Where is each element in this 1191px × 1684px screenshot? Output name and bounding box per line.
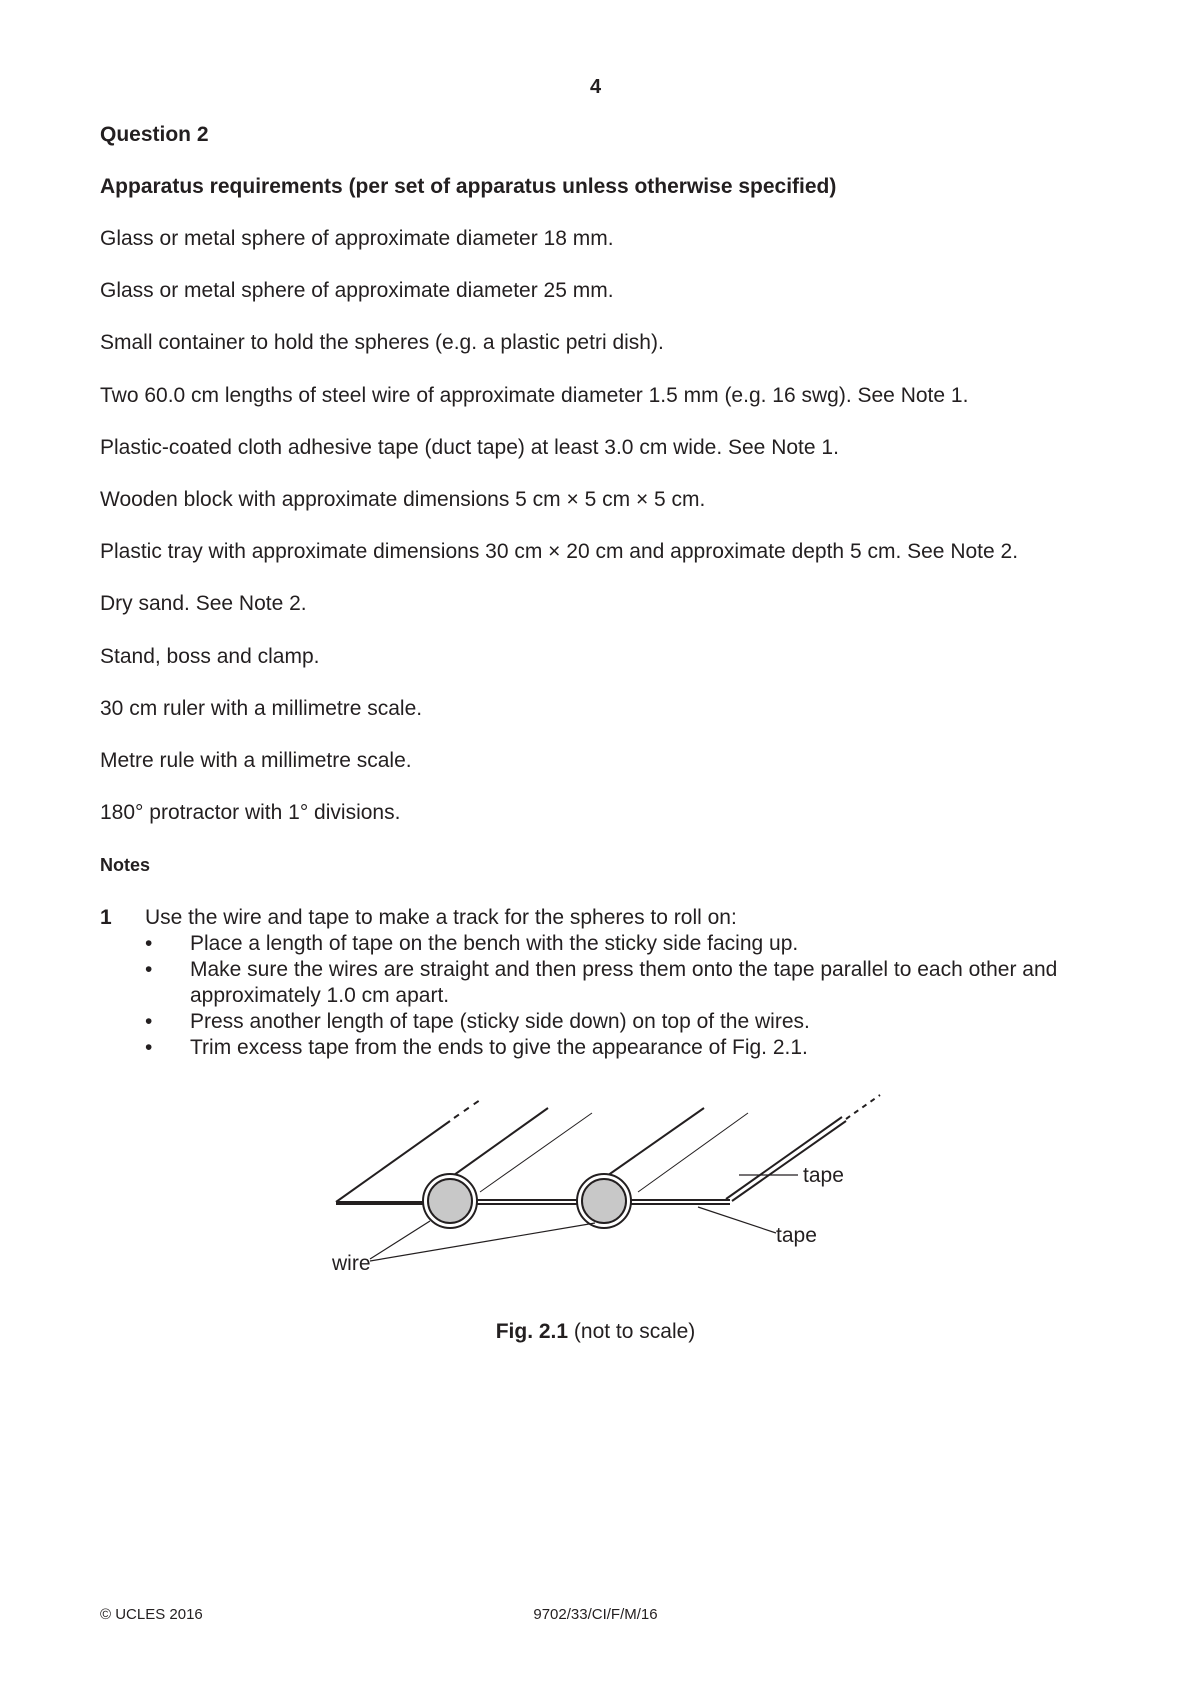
apparatus-item: Metre rule with a millimetre scale.	[100, 748, 412, 772]
bullet-icon: •	[145, 958, 153, 982]
bullet-icon: •	[145, 1036, 153, 1060]
page-number: 4	[589, 76, 602, 98]
wire-hidden-line	[480, 1113, 592, 1192]
list-item	[145, 1035, 1110, 1061]
note-bullets	[145, 931, 1110, 1061]
notes-title: Notes	[100, 855, 151, 876]
wire-circle	[582, 1179, 626, 1223]
wire-top-line	[440, 1108, 548, 1185]
list-item	[145, 931, 1110, 957]
footer-copyright: © UCLES 2016	[100, 1606, 203, 1623]
tape-bottom-leader	[698, 1207, 776, 1233]
tape-edge-dash	[454, 1100, 480, 1118]
tape-edge-dash	[846, 1095, 880, 1119]
wire-hidden-line	[638, 1113, 748, 1192]
tape-label-top: tape	[803, 1164, 844, 1187]
wire-track-diagram	[320, 1083, 900, 1283]
bullet-text: Make sure the wires are straight and then press them onto the tape parallel to each other and approximately 1.0 cm apart.	[190, 958, 1058, 1008]
figure-caption-text: (not to scale)	[568, 1320, 696, 1343]
apparatus-item: Glass or metal sphere of approximate diameter 25 mm.	[100, 279, 614, 303]
apparatus-item: Plastic tray with approximate dimensions 30 cm × 20 cm and approximate depth 5 cm. See Note 2.	[100, 540, 1019, 564]
apparatus-item: Stand, boss and clamp.	[100, 644, 320, 668]
note-number: 1	[100, 906, 112, 930]
document-body	[100, 123, 1110, 1061]
apparatus-item: Dry sand. See Note 2.	[100, 592, 307, 616]
list-item	[145, 957, 1110, 1009]
bullet-text: Press another length of tape (sticky side down) on top of the wires.	[190, 1010, 810, 1034]
figure-number: Fig. 2.1	[495, 1320, 569, 1343]
bullet-text: Place a length of tape on the bench with the sticky side facing up.	[190, 932, 799, 956]
bullet-icon: •	[145, 1010, 153, 1034]
apparatus-item: 180° protractor with 1° divisions.	[100, 801, 401, 825]
apparatus-title: Apparatus requirements (per set of apparatus unless otherwise specified)	[100, 175, 837, 198]
wire-leader	[370, 1221, 430, 1259]
figure-caption	[0, 1320, 1191, 1344]
footer-code: 9702/33/CI/F/M/16	[533, 1606, 658, 1623]
wire-top-line	[594, 1108, 704, 1185]
apparatus-item: Wooden block with approximate dimensions 5 cm × 5 cm × 5 cm.	[100, 487, 706, 511]
tape-label-bottom: tape	[776, 1224, 817, 1247]
note-1	[100, 905, 1110, 1061]
note-text: Use the wire and tape to make a track for the spheres to roll on:	[145, 906, 737, 930]
apparatus-item: Plastic-coated cloth adhesive tape (duct tape) at least 3.0 cm wide. See Note 1.	[100, 435, 839, 459]
apparatus-item: 30 cm ruler with a millimetre scale.	[100, 696, 423, 720]
wire-label: wire	[332, 1252, 371, 1275]
wire-leader	[370, 1223, 595, 1261]
wire-circle	[428, 1179, 472, 1223]
tape-edge-line	[732, 1121, 846, 1201]
note-body	[145, 905, 1110, 1061]
bullet-icon: •	[145, 932, 153, 956]
bullet-text: Trim excess tape from the ends to give the appearance of Fig. 2.1.	[190, 1036, 808, 1060]
question-title: Question 2	[100, 123, 209, 146]
apparatus-item: Two 60.0 cm lengths of steel wire of approximate diameter 1.5 mm (e.g. 16 swg). See Note 1.	[100, 383, 969, 407]
apparatus-item: Glass or metal sphere of approximate diameter 18 mm.	[100, 227, 614, 250]
list-item	[145, 1009, 1110, 1035]
apparatus-item: Small container to hold the spheres (e.g. a plastic petri dish).	[100, 331, 664, 355]
